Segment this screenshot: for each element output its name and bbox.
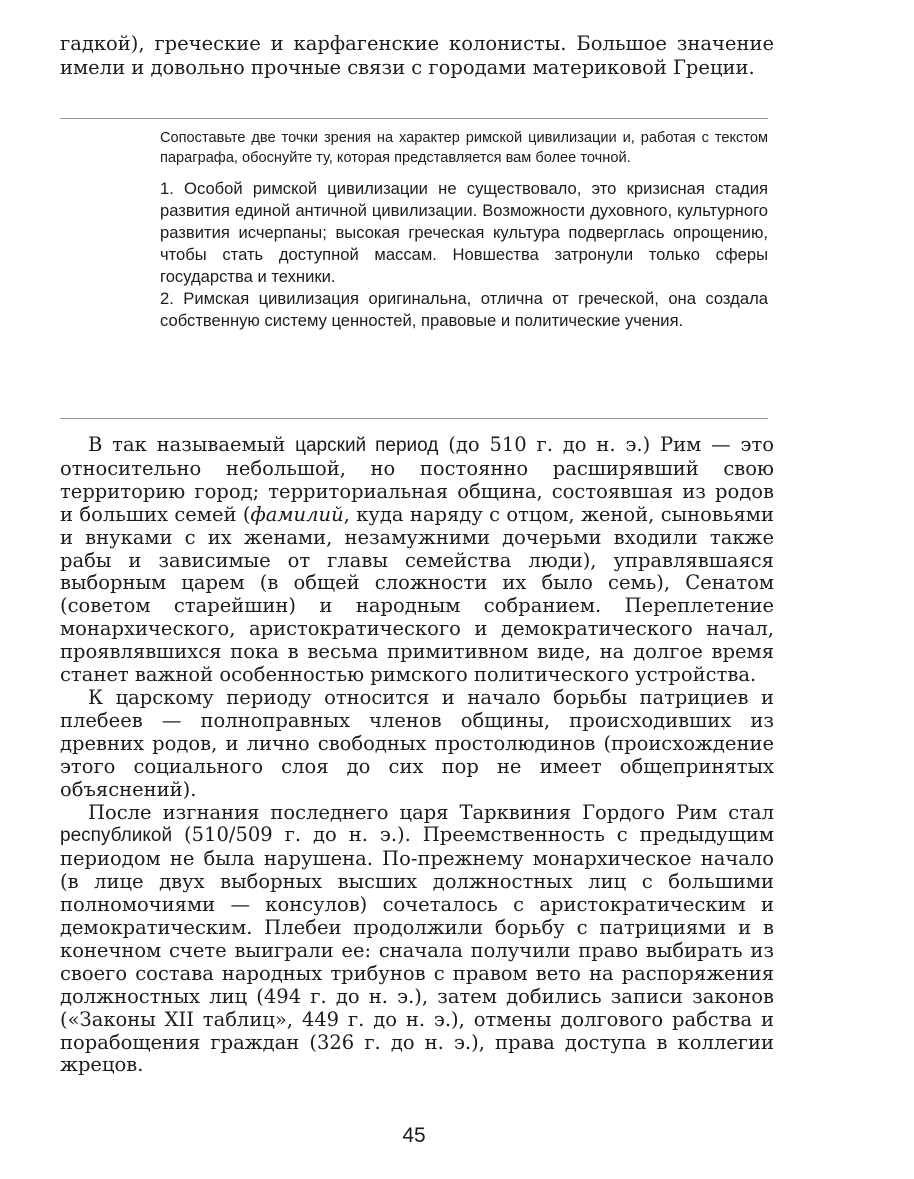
paragraph-royal-period-part2: , куда наряду с отцом, женой, сыновьями и внуками с их женами, незамужними дочерьми входили также рабы и зависимые от главы семейства люди), управлявшаяся выборным царем (в общей сложности их было семь), Сенатом (советом старейшин) и народным собранием. Переплетение монархического, аристократического и демократического начал, проявлявшихся пока в весьма примитивном виде, на долгое время станет важной особенностью римского политического устройства. (60, 502, 774, 687)
paragraph-republic-rest: (510/509 г. до н. э.). Преемственность с предыдущим периодом не была нарушена. По-прежнему монархическое начало (в лице двух выборных высших должностных лиц с большими полномочиями — консулов) сочеталось с аристократическим и демократическим. Плебеи продолжили борьбу с патрициями и в конечном счете выиграли ее: сначала получили право выбирать из своего состава народных трибунов с правом вето на распоряжения должностных лиц (494 г. до н. э.), затем добились записи законов («Законы XII таблиц», 449 г. до н. э.), отмены долгового рабства и порабощения граждан (326 г. до н. э.), права доступа в коллегии жрецов. (60, 823, 774, 1077)
assignment-bottom-rule (60, 418, 768, 419)
paragraph-royal-period-lead: В так называемый (88, 433, 296, 456)
paragraph-republic-lead: После изгнания последнего царя Тарквиния Гордого Рим стал (88, 800, 774, 824)
term-royal-period: царский период (295, 435, 439, 456)
viewpoint-2: 2. Римская цивилизация оригинальна, отлична от греческой, она создала собственную систему ценностей, правовые и политические учения. (160, 289, 768, 330)
paragraph-republic (60, 802, 774, 1078)
paragraph-royal-period-part1: (до 510 г. до н. э.) Рим — это относительно небольшой, но постоянно расширявший свою территорию город; территориальная община, состоявшая из родов и больших семей ( (60, 433, 774, 526)
assignment-top-rule (60, 118, 768, 119)
term-republic: республикой (60, 825, 173, 847)
paragraph-patricians-plebeians: К царскому периоду относится и начало борьбы патрициев и плебеев — полноправных членов общины, происходивших из древних родов, и лично свободных простолюдинов (происхождение этого социального слоя до сих пор не имеет общепринятых объяснений). (60, 685, 774, 801)
term-familia: фамилий (250, 502, 344, 526)
viewpoint-1: 1. Особой римской цивилизации не существовало, это кризисная стадия развития единой античной цивилизации. Возможности духовного, культурного развития исчерпаны; высокая греческая культура подверглась опрощению, чтобы стать доступной массам. Новшества затронули только сферы государства и техники. (160, 179, 768, 286)
main-text (60, 434, 774, 1077)
assignment-box (160, 128, 768, 332)
intro-paragraph: гадкой), греческие и карфагенские колонисты. Большое значение имели и довольно прочные связи с городами материковой Греции. (60, 32, 774, 79)
page-number: 45 (402, 1124, 426, 1147)
paragraph-royal-period (60, 434, 774, 687)
assignment-prompt: Сопоставьте две точки зрения на характер римской цивилизации и, работая с текстом параграфа, обоснуйте ту, которая представляется вам более точной. (160, 130, 768, 166)
